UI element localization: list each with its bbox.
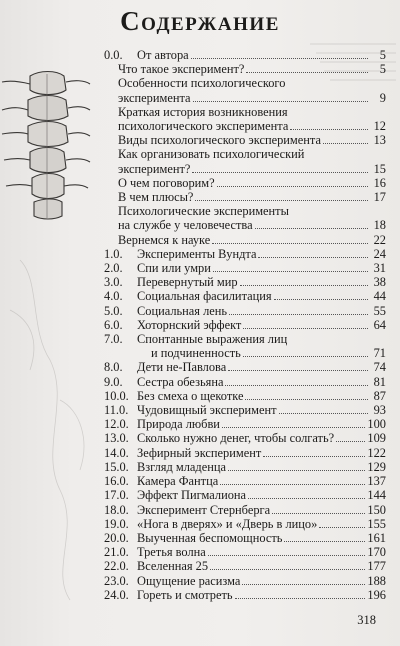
toc-leader-dots [279,404,368,414]
toc-number: 10.0. [104,388,129,403]
toc-title: Природа любви [137,417,220,432]
toc-entry [104,474,386,488]
toc-title: «Нога в дверях» и «Дверь в лицо» [137,516,318,531]
toc-title: Вернемся к науке [118,232,211,247]
toc-number: 16.0. [104,474,129,489]
toc-page-number: 137 [367,474,386,489]
toc-title: Особенности психологического [118,76,286,91]
toc-leader-dots [212,234,368,244]
toc-page-number: 122 [367,445,386,460]
toc-leader-dots [192,163,368,173]
toc-title: Как организовать психологический [118,147,305,162]
toc-entry [104,48,386,62]
toc-entry [104,403,386,417]
toc-line [104,62,386,76]
toc-line [104,588,386,602]
toc-title: эксперимента [118,90,191,105]
toc-page-number: 5 [379,48,386,62]
toc-number: 4.0. [104,289,123,304]
toc-line [104,375,386,389]
toc-title: Спонтанные выражения лиц [137,332,288,347]
toc-entry [104,147,386,175]
toc-leader-dots [208,546,366,556]
toc-entry [104,503,386,517]
toc-line [104,460,386,474]
toc-leader-dots [274,290,368,300]
toc-page-number: 155 [367,516,386,531]
toc-line [104,233,386,247]
toc-leader-dots [191,49,368,59]
toc-title: Эксперимент Стернберга [137,502,271,517]
toc-title: Эффект Пигмалиона [137,488,247,503]
toc-title: психологического эксперимента [118,119,289,134]
toc-leader-dots [284,532,365,542]
toc-leader-dots [243,319,368,329]
toc-line [104,545,386,559]
toc-page-number: 74 [373,360,386,375]
toc-leader-dots [195,191,368,201]
toc-page-number: 196 [367,587,386,602]
toc-leader-dots [229,305,368,315]
toc-line [104,332,386,346]
toc-title: В чем плюсы? [118,190,194,205]
toc-title: Ощущение расизма [137,573,241,588]
toc-leader-dots [245,390,368,400]
toc-entry [104,559,386,573]
toc-entry [104,176,386,190]
toc-line [104,318,386,332]
toc-line [104,304,386,318]
toc-title: Эксперименты Вундта [137,246,257,261]
toc-entry [104,389,386,403]
toc-entry [104,431,386,445]
toc-page-number: 12 [373,119,386,134]
toc-page-number: 177 [367,559,386,574]
toc-leader-dots [246,63,368,73]
toc-number: 5.0. [104,303,123,318]
toc-number: 9.0. [104,374,123,389]
toc-title: Гореть и смотреть [137,587,233,602]
toc-title: Социальная фасилитация [137,289,272,304]
toc-number: 8.0. [104,360,123,375]
toc-title: эксперимент? [118,161,191,176]
toc-entry [104,289,386,303]
page-title: Содержание [120,6,280,36]
toc-number: 6.0. [104,317,123,332]
toc-line [104,162,386,176]
toc-entry [104,375,386,389]
toc-leader-dots [319,518,365,528]
toc-page-number: 13 [373,133,386,148]
toc-number: 7.0. [104,332,123,347]
toc-number: 11.0. [104,403,129,418]
toc-line [104,517,386,531]
toc-title: Зефирный эксперимент [137,445,262,460]
toc-number: 20.0. [104,530,129,545]
toc-page-number: 17 [373,190,386,205]
toc-number: 14.0. [104,445,129,460]
toc-line [104,247,386,261]
toc-leader-dots [242,575,365,585]
toc-title: Чудовищный эксперимент [137,403,277,418]
toc-entry [104,62,386,76]
toc-number: 13.0. [104,431,129,446]
toc-page-number: 81 [373,374,386,389]
toc-leader-dots [228,361,368,371]
toc-entry [104,460,386,474]
toc-entry [104,318,386,332]
toc-leader-dots [255,219,368,229]
toc-line [104,474,386,488]
toc-title: Краткая история возникновения [118,104,288,119]
toc-title: Дети не-Павлова [137,360,227,375]
toc-number: 18.0. [104,502,129,517]
toc-leader-dots [217,177,368,187]
toc-entry [104,517,386,531]
toc-leader-dots [323,134,368,144]
toc-page-number: 64 [373,317,386,332]
toc-title: Выученная беспомощность [137,530,283,545]
toc-title: Без смеха о щекотке [137,388,244,403]
toc-number: 15.0. [104,459,129,474]
toc-line [104,289,386,303]
toc-number: 19.0. [104,516,129,531]
toc-number: 23.0. [104,573,129,588]
toc-line [104,261,386,275]
toc-line [104,76,386,90]
toc-title: Хоторнский эффект [137,317,242,332]
toc-page-number: 100 [367,417,386,432]
toc-leader-dots [228,461,365,471]
toc-line [104,574,386,588]
toc-page-number: 15 [373,161,386,176]
toc-page-number: 5 [379,62,386,77]
toc-entry [104,133,386,147]
spine-illustration [0,70,92,220]
toc-page-number: 93 [373,403,386,418]
toc-entry [104,275,386,289]
toc-page-number: 170 [367,545,386,560]
bleed-through-illustration [0,250,100,610]
toc-page-number: 188 [367,573,386,588]
toc-entry [104,545,386,559]
toc-leader-dots [248,489,365,499]
toc-title: Камера Фантца [137,474,219,489]
toc-leader-dots [263,447,365,457]
toc-page-number: 22 [373,232,386,247]
toc-page-number: 9 [379,90,386,105]
toc-leader-dots [210,560,365,570]
toc-entry [104,76,386,104]
toc-entry [104,360,386,374]
toc-title: Социальная лень [137,303,228,318]
toc-title: Вселенная 25 [137,559,209,574]
toc-entry [104,304,386,318]
toc-entry [104,190,386,204]
toc-line [104,190,386,204]
toc-line [104,48,386,62]
toc-title: О чем поговорим? [118,175,215,190]
toc-line [104,503,386,517]
toc-page-number: 55 [373,303,386,318]
toc-title: и подчиненность [151,346,241,361]
toc-entry [104,588,386,602]
toc-page-number: 109 [367,431,386,446]
toc-entry [104,488,386,502]
table-of-contents [104,48,386,602]
toc-line [104,346,386,360]
toc-title: Сколько нужно денег, чтобы солгать? [137,431,335,446]
toc-line [104,488,386,502]
toc-leader-dots [336,432,365,442]
toc-page-number: 144 [367,488,386,503]
toc-leader-dots [213,262,368,272]
toc-page-number: 16 [373,175,386,190]
toc-number: 1.0. [104,246,123,261]
toc-leader-dots [290,120,368,130]
toc-leader-dots [240,276,368,286]
toc-leader-dots [258,248,368,258]
toc-number: 2.0. [104,261,123,276]
toc-title: Психологические эксперименты [118,204,289,219]
toc-line [104,389,386,403]
toc-line [104,133,386,147]
toc-line [104,360,386,374]
toc-title: Сестра обезьяна [137,374,224,389]
toc-line [104,446,386,460]
toc-line [104,417,386,431]
toc-page-number: 150 [367,502,386,517]
toc-line [104,91,386,105]
toc-page-number: 18 [373,218,386,233]
toc-leader-dots [222,418,365,428]
toc-title: Третья волна [137,545,206,560]
toc-entry [104,105,386,133]
toc-title: на службе у человечества [118,218,253,233]
toc-line [104,275,386,289]
toc-title: Виды психологического эксперимента [118,133,321,148]
toc-leader-dots [272,504,365,514]
toc-entry [104,247,386,261]
toc-line [104,176,386,190]
toc-line [104,119,386,133]
toc-entry [104,446,386,460]
toc-page-number: 71 [373,346,386,361]
toc-page-number: 31 [373,261,386,276]
toc-number: 0.0. [104,48,123,62]
toc-title: Что такое эксперимент? [118,62,245,77]
toc-number: 3.0. [104,275,123,290]
toc-page-number: 161 [367,530,386,545]
toc-entry [104,261,386,275]
toc-number: 22.0. [104,559,129,574]
toc-title: От автора [137,48,189,62]
toc-line [104,431,386,445]
toc-line [104,403,386,417]
toc-entry [104,204,386,232]
toc-leader-dots [235,589,366,599]
toc-line [104,218,386,232]
toc-line [104,531,386,545]
toc-leader-dots [193,92,368,102]
toc-line [104,147,386,161]
toc-leader-dots [225,376,368,386]
toc-title: Спи или умри [137,261,211,276]
toc-page-number: 87 [373,388,386,403]
toc-title: Перевернутый мир [137,275,238,290]
toc-page-number: 38 [373,275,386,290]
toc-entry [104,417,386,431]
toc-leader-dots [243,347,368,357]
page-number: 318 [357,613,376,627]
toc-number: 12.0. [104,417,129,432]
toc-line [104,204,386,218]
toc-number: 21.0. [104,545,129,560]
toc-entry [104,233,386,247]
toc-page-number: 24 [373,246,386,261]
toc-number: 24.0. [104,587,129,602]
toc-page-number: 129 [367,459,386,474]
toc-line [104,559,386,573]
toc-number: 17.0. [104,488,129,503]
toc-page-number: 44 [373,289,386,304]
toc-line [104,105,386,119]
toc-entry [104,531,386,545]
toc-title: Взгляд младенца [137,459,226,474]
toc-entry [104,332,386,360]
toc-leader-dots [220,475,365,485]
toc-entry [104,574,386,588]
